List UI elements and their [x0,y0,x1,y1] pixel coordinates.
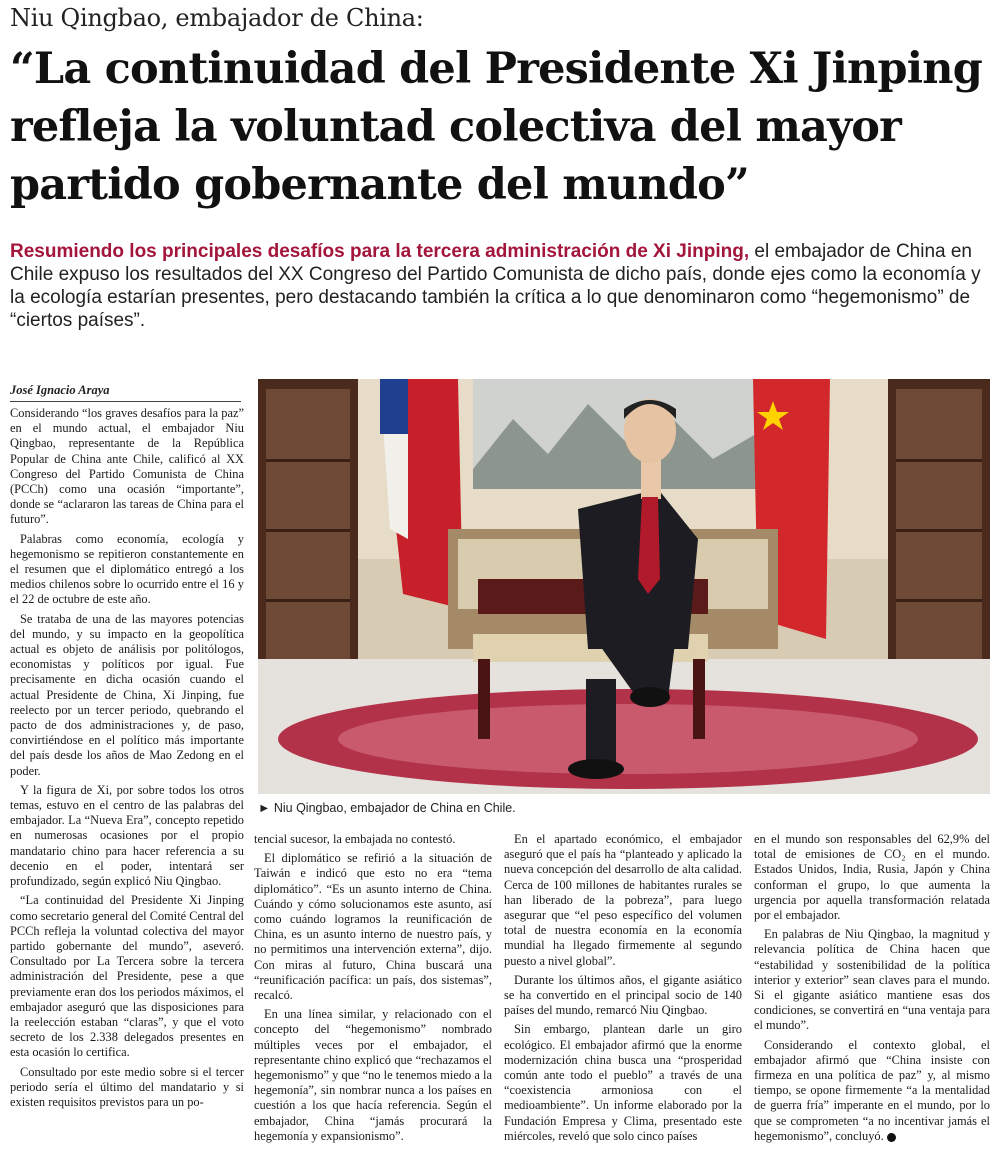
end-of-article-mark [887,1133,896,1142]
article-kicker: Niu Qingbao, embajador de China: [10,4,424,32]
body-column-3 [504,832,742,1148]
paragraph: En el apartado económico, el embajador aseguró que el país ha “planteado y aplicado la nueva concepción del desarrollo de alta calidad. Cerca de 100 millones de habitantes rurales se han liberado de la pobreza”, para luego asegurar que “el peso específico del volumen total de nuestra economía en la economía mundial ha llegado firmemente al segundo puesto a nivel global”. [504,832,742,968]
article-headline: “La continuidad del Presidente Xi Jinping refleja la voluntad colectiva del mayor partido gobernante del mundo” [10,44,982,210]
paragraph: En palabras de Niu Qingbao, la magnitud y relevancia política de China hacen que “estabilidad y sostenibilidad de la política interior y exterior” sean claves para el mundo. Si el gigante asiático mantiene esas dos condiciones, se convertirá en “una ventaja para el mundo”. [754,927,990,1033]
paragraph: Sin embargo, plantean darle un giro ecológico. El embajador afirmó que la enorme modernización china busca una “prosperidad común ante todo el pueblo” a través de una “coexistencia armoniosa con el medioambiente”. Un informe elaborado por la Fundación Empresa y Clima, presentado este miércoles, reveló que solo cinco países [504,1022,742,1143]
paragraph: Consultado por este medio sobre si el tercer periodo sería el último del mandatario y si existen requisitos previstos para un po- [10,1064,244,1109]
body-column-4 [754,832,990,1148]
paragraph: Considerando “los graves desafíos para la paz” en el mundo actual, el embajador Niu Qingbao, representante de la República Popular de China ante Chile, calificó al XX Congreso del Partido Comunista de China (PCCh) como una ocasión “importante”, donde se “aclararon las tareas de China para el futuro”. [10,406,244,527]
ambassador-photo [258,379,990,794]
lede-highlight: Resumiendo los principales desafíos para la tercera administración de Xi Jinping, [10,241,750,262]
paragraph: Durante los últimos años, el gigante asiático se ha convertido en el principal socio de 140 países del mundo, remarcó Niu Qingbao. [504,972,742,1018]
paragraph: Y la figura de Xi, por sobre todos los otros temas, estuvo en el centro de las palabras del embajador. La “Nueva Era”, concepto repetido en numerosas ocasiones por el propio mandatario chino para hacer referencia a su decenio en el poder, intentará ser profundizado, según explicó Niu Qingbao. [10,782,244,889]
paragraph: El diplomático se refirió a la situación de Taiwán e indicó que esto no era “tema diplomático”. “Es un asunto interno de China. Cuándo y cómo solucionamos este asunto, así como cuándo logramos la reunificación de China, es un asunto interno de nuestro país, y no permitimos una intervención externa”, dijo. Con miras al futuro, China buscará una “reunificación pacífica: un país, dos sistemas”, recalcó. [254,851,492,1003]
paragraph: En una línea similar, y relacionado con el concepto del “hegemonismo” nombrado múltiples veces por el embajador, el representante chino explicó que “rechazamos el hegemonismo” y que “no le tenemos miedo a la hegemonía”, sin nombrar nunca a los países en cuestión a los que hacía referencia. Según el embajador, China “jamás procurará la hegemonía y expansionismo”. [254,1007,492,1143]
byline: José Ignacio Araya [10,383,241,402]
paragraph: tencial sucesor, la embajada no contestó. [254,832,456,846]
body-column-1 [10,406,244,1114]
paragraph: en el mundo son responsables del 62,9% del total de emisiones de CO₂ en el mundo. Estados Unidos, India, Rusia, Japón y China conforman el grupo, lo que aumenta la urgencia por aquella transformación relatada por el embajador. [754,832,990,923]
paragraph [754,1038,990,1144]
article-lede [10,240,995,332]
paragraph: Se trataba de una de las mayores potencias del mundo, y su impacto en la geopolítica actual es objeto de análisis por politólogos, economistas y políticos por igual. Fue precisamente en dicha ocasión cuando el actual Presidente de China, Xi Jinping, fue reelecto por un tercer periodo, quebrando el pacto de dos administraciones y, de paso, convirtiéndose en el político más importante del país desde los años de Mao Zedong en el poder. [10,611,244,778]
paragraph-text: Considerando el contexto global, el embajador afirmó que “China insiste con firmeza en una política de paz” y, al mismo tiempo, se opone firmemente “a la mentalidad de guerra fría” imperante en el mundo, por lo que se comprometen “a no incentivar jamás el hegemonismo”, concluyó. [754,1037,990,1143]
body-column-2 [254,832,492,1148]
photo-caption: ► Niu Qingbao, embajador de China en Chile. [258,801,516,815]
paragraph: Palabras como economía, ecología y hegemonismo se repitieron constantemente en el resumen que el diplomático entregó a los medios chilenos sobre lo ocurrido entre el 16 y el 22 de octubre de este año. [10,531,244,607]
paragraph: “La continuidad del Presidente Xi Jinping como secretario general del Comité Central del PCCh refleja la voluntad colectiva del mayor partido gobernante del mundo”, aseveró. Consultado por La Tercera sobre la tercera administración del Presidente, pese a que previamente eran dos los periodos máximos, el embajador aseguró que las disposiciones para la reelección estaban “claras”, y que el voto secreto de los 2.338 delegados presentes en esta ocasión lo certifica. [10,893,244,1060]
lede-body: el embajador de China en Chile expuso los resultados del XX Congreso del Partido Comunista de dicho país, donde ejes como la economía y la ecología estarían presentes, pero destacando también la crítica a lo que denominaron como “hegemonismo” de “ciertos países”. [10,241,981,331]
